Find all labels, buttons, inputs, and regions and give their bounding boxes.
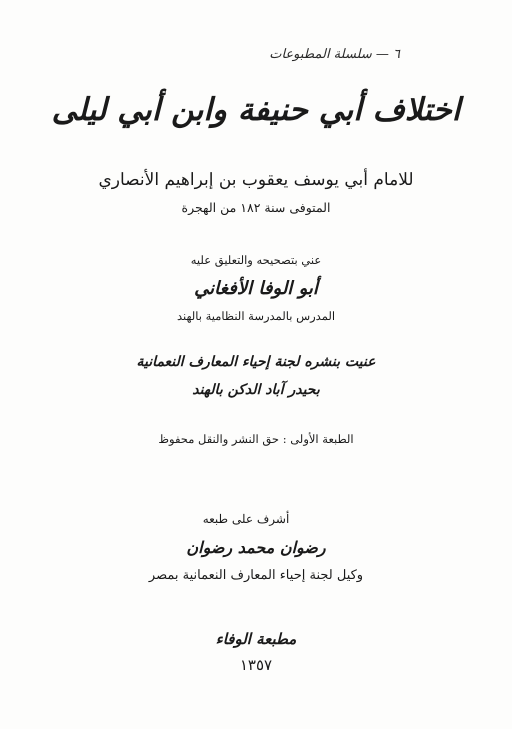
editor-name: أبو الوفا الأفغاني xyxy=(194,278,318,299)
series-label: ٦ — سلسلة المطبوعات xyxy=(269,47,400,62)
press-name: مطبعة الوفاء xyxy=(215,630,297,648)
publication-year: ١٣٥٧ xyxy=(239,656,273,674)
author-death-date: المتوفى سنة ١٨٢ من الهجرة xyxy=(181,200,331,215)
publisher-city: بحيدر آباد الدكن بالهند xyxy=(192,382,320,398)
publisher-line: عنيت بنشره لجنة إحياء المعارف النعمانية xyxy=(136,354,376,370)
editing-label: عني بتصحيحه والتعليق عليه xyxy=(190,253,322,267)
edition-statement: الطبعة الأولى : حق النشر والنقل محفوظ xyxy=(158,432,354,446)
supervisor-name: رضوان محمد رضوان xyxy=(186,538,326,557)
supervision-label: أشرف على طبعه xyxy=(202,512,290,526)
book-title: اختلاف أبي حنيفة وابن أبي ليلى xyxy=(51,92,461,128)
supervisor-role: وكيل لجنة إحياء المعارف النعمانية بمصر xyxy=(148,568,364,583)
editor-role: المدرس بالمدرسة النظامية بالهند xyxy=(176,309,336,323)
author-line: للامام أبي يوسف يعقوب بن إبراهيم الأنصاري xyxy=(98,170,414,190)
